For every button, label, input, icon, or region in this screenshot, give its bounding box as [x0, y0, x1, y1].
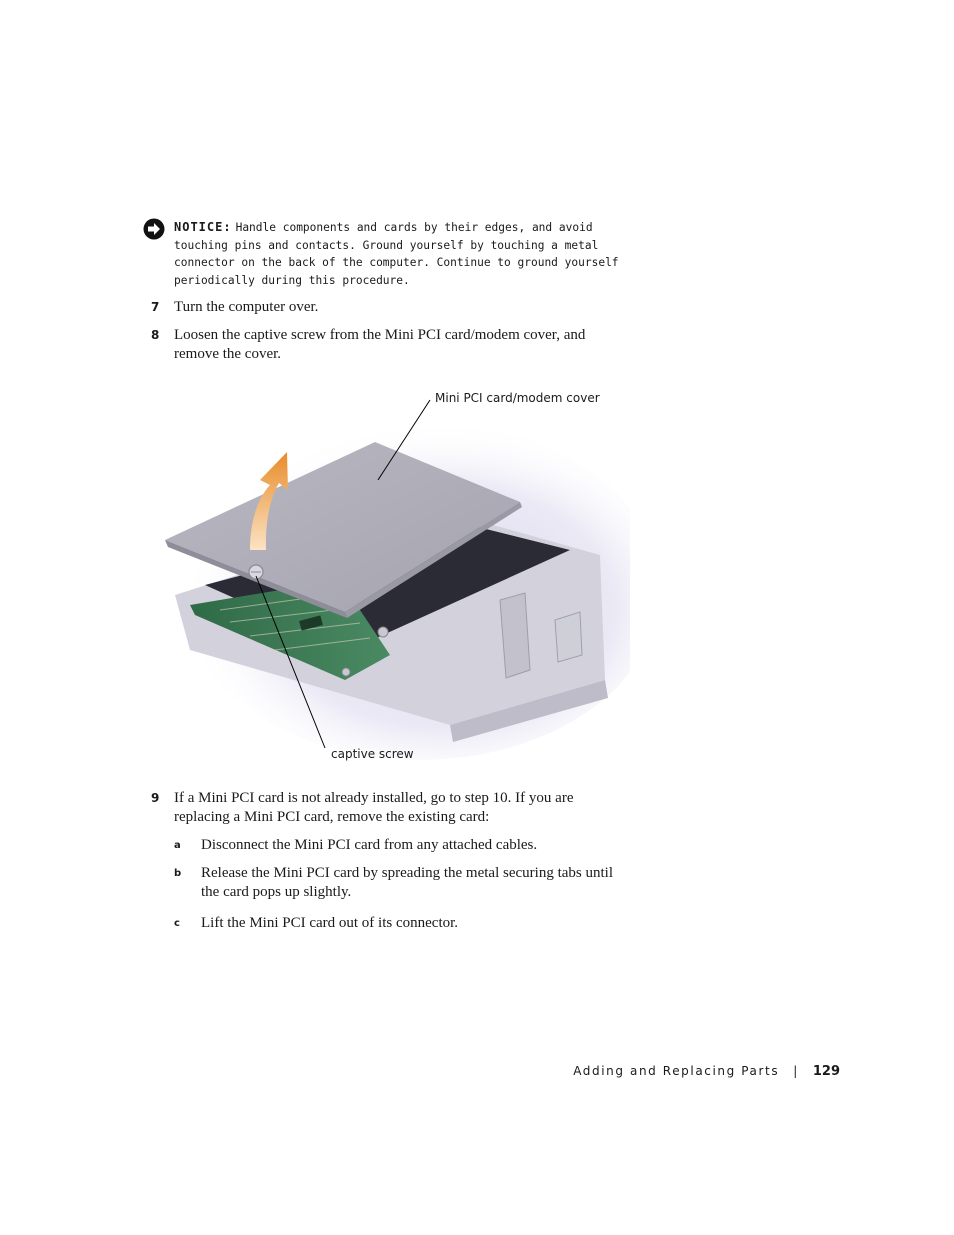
footer-section: Adding and Replacing Parts [573, 1064, 780, 1078]
substep-letter: c [174, 918, 180, 929]
substep-text: Release the Mini PCI card by spreading the metal securing tabs until the card pops up slightly. [201, 865, 613, 900]
notice-heading: NOTICE: [174, 220, 232, 234]
substep-letter: a [174, 840, 181, 851]
step-number: 9 [151, 791, 160, 805]
step-text: Loosen the captive screw from the Mini PCI card/modem cover, and remove the cover. [174, 327, 586, 362]
notice [174, 219, 629, 289]
notice-icon [143, 218, 165, 240]
notice-text: Handle components and cards by their edges, and avoid touching pins and contacts. Ground yourself by touching a metal connector on the back of the computer. Continue to ground yourself periodically during this procedure. [174, 221, 619, 287]
step-number: 7 [151, 300, 160, 314]
step-text: If a Mini PCI card is not already installed, go to step 10. If you are replacing a Mini PCI card, remove the existing card: [174, 790, 574, 825]
page-footer [560, 1062, 840, 1080]
substep-letter: b [174, 868, 182, 879]
step-text: Turn the computer over. [174, 299, 319, 315]
page-number: 129 [812, 1064, 840, 1079]
figure-illustration [150, 380, 630, 780]
step-number: 8 [151, 328, 160, 342]
substep-text: Disconnect the Mini PCI card from any attached cables. [201, 837, 538, 853]
callout-screw-label: captive screw [331, 747, 414, 761]
footer-separator: | [793, 1064, 799, 1078]
callout-cover-label: Mini PCI card/modem cover [435, 391, 600, 405]
substep-text: Lift the Mini PCI card out of its connector. [201, 915, 459, 931]
